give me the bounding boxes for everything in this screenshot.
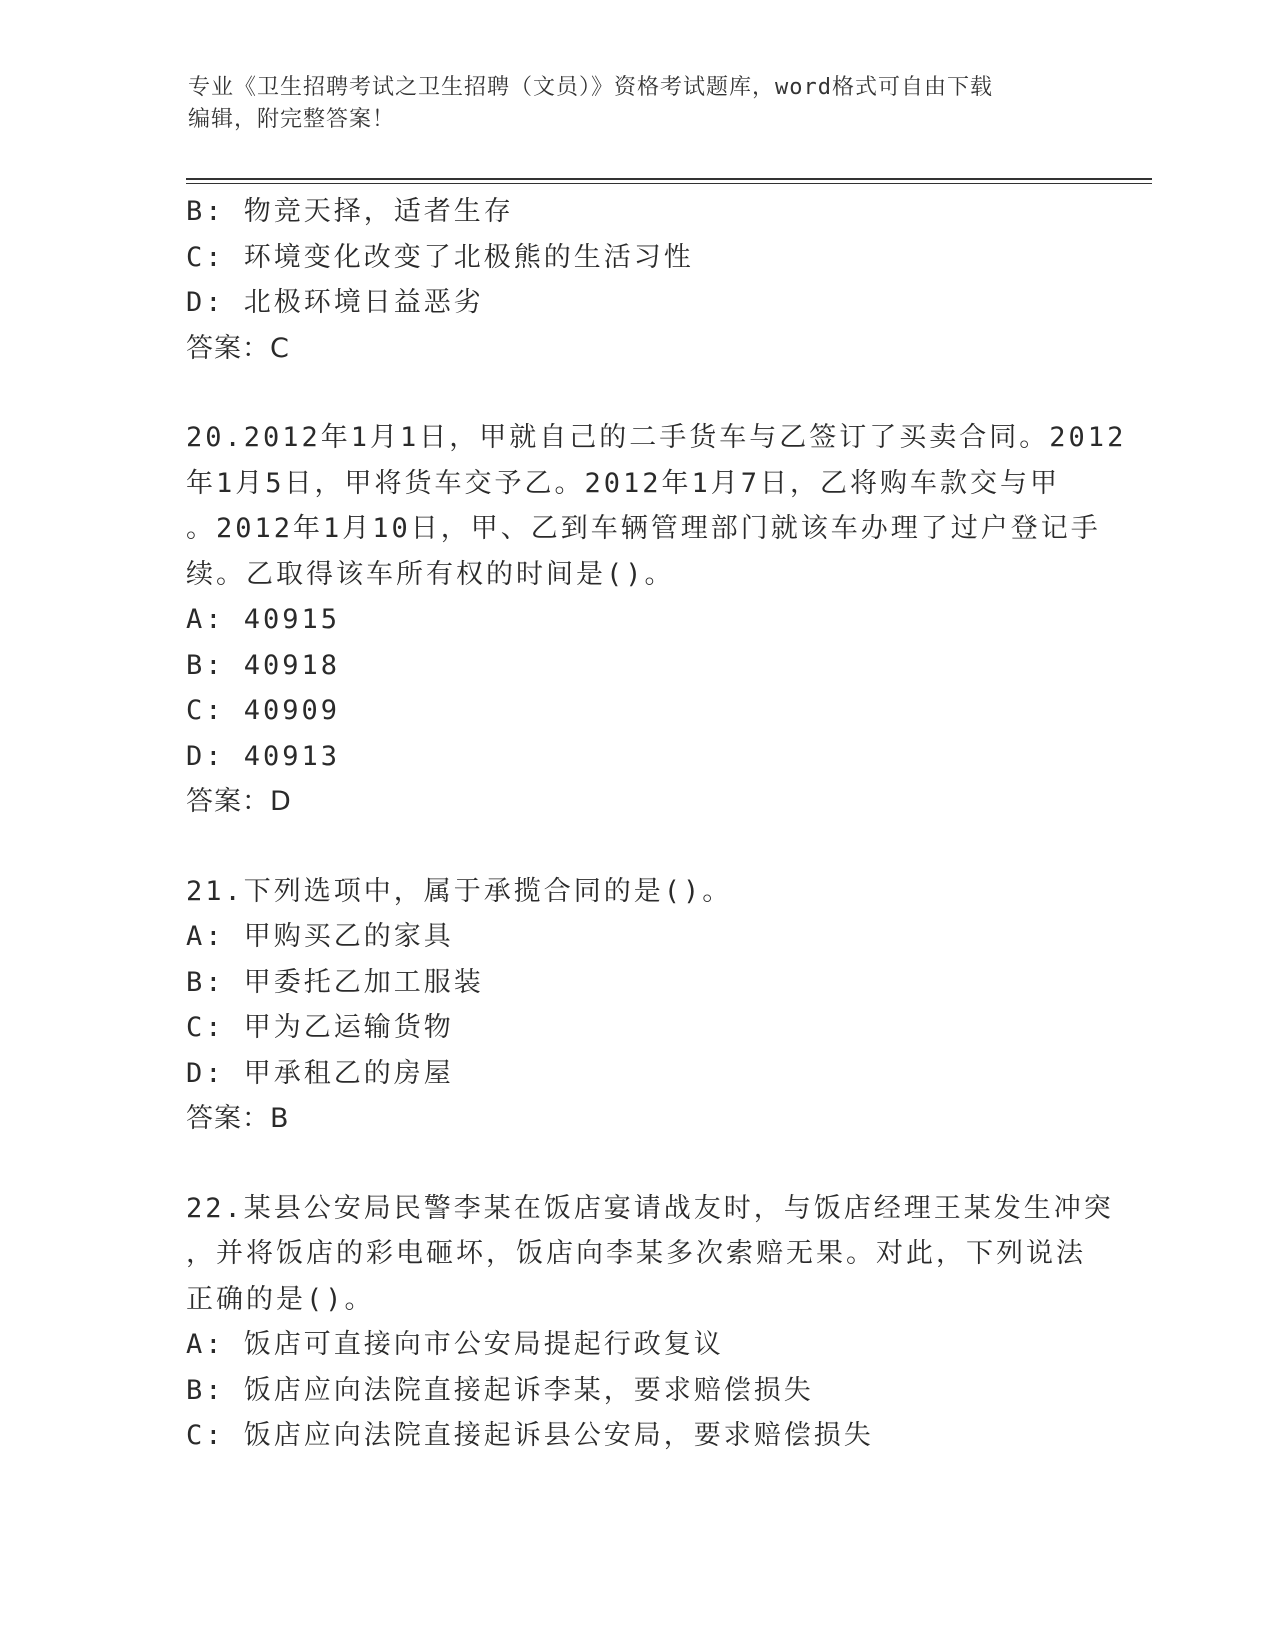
question-19 <box>186 189 1086 371</box>
answer: 答案：B <box>186 1103 290 1134</box>
option-a: A: 40915 <box>186 604 341 635</box>
option-b: B: 饭店应向法院直接起诉李某，要求赔偿损失 <box>186 1374 814 1406</box>
question-list <box>186 189 1127 1459</box>
question-text-line: 20.2012年1月1日，甲就自己的二手货车与乙签订了买卖合同。2012 <box>186 422 1127 453</box>
option-d: D: 北极环境日益恶劣 <box>186 287 484 318</box>
question-text-line: 年1月5日，甲将货车交予乙。2012年1月7日，乙将购车款交与甲 <box>186 467 1061 499</box>
header-rule-thick <box>186 178 1152 180</box>
spacer <box>186 1142 1086 1186</box>
option-c: C: 40909 <box>186 695 341 726</box>
question-text-line: 21.下列选项中，属于承揽合同的是()。 <box>186 875 733 907</box>
option-c: C: 环境变化改变了北极熊的生活习性 <box>186 241 694 273</box>
question-text-line: 22.某县公安局民警李某在饭店宴请战友时，与饭店经理王某发生冲突 <box>186 1192 1114 1224</box>
header-line-1: 专业《卫生招聘考试之卫生招聘（文员）》资格考试题库，word格式可自由下载 <box>188 75 993 100</box>
option-c: C: 饭店应向法院直接起诉县公安局，要求赔偿损失 <box>186 1420 874 1451</box>
spacer <box>186 371 1086 415</box>
option-b: B: 物竞天择，适者生存 <box>186 196 514 227</box>
page-header <box>188 72 1068 136</box>
header-line-2: 编辑，附完整答案！ <box>188 107 396 132</box>
question-21 <box>186 869 1086 1142</box>
question-22 <box>186 1186 1114 1459</box>
question-20 <box>186 415 1127 825</box>
option-b: B: 甲委托乙加工服装 <box>186 966 484 998</box>
question-text-line: 。2012年1月10日，甲、乙到车辆管理部门就该车办理了过户登记手 <box>186 513 1101 544</box>
option-c: C: 甲为乙运输货物 <box>186 1012 454 1043</box>
answer: 答案：D <box>186 786 292 817</box>
question-text-line: ，并将饭店的彩电砸坏，饭店向李某多次索赔无果。对此，下列说法 <box>186 1238 1086 1269</box>
option-d: D: 40913 <box>186 740 341 772</box>
answer: 答案：C <box>186 332 290 364</box>
option-a: A: 饭店可直接向市公安局提起行政复议 <box>186 1329 724 1360</box>
header-rule-thin <box>186 183 1152 184</box>
spacer <box>186 825 1086 869</box>
option-d: D: 甲承租乙的房屋 <box>186 1057 454 1089</box>
option-b: B: 40918 <box>186 649 341 681</box>
question-text-line: 续。乙取得该车所有权的时间是()。 <box>186 558 675 590</box>
option-a: A: 甲购买乙的家具 <box>186 921 454 952</box>
question-text-line: 正确的是()。 <box>186 1283 375 1315</box>
